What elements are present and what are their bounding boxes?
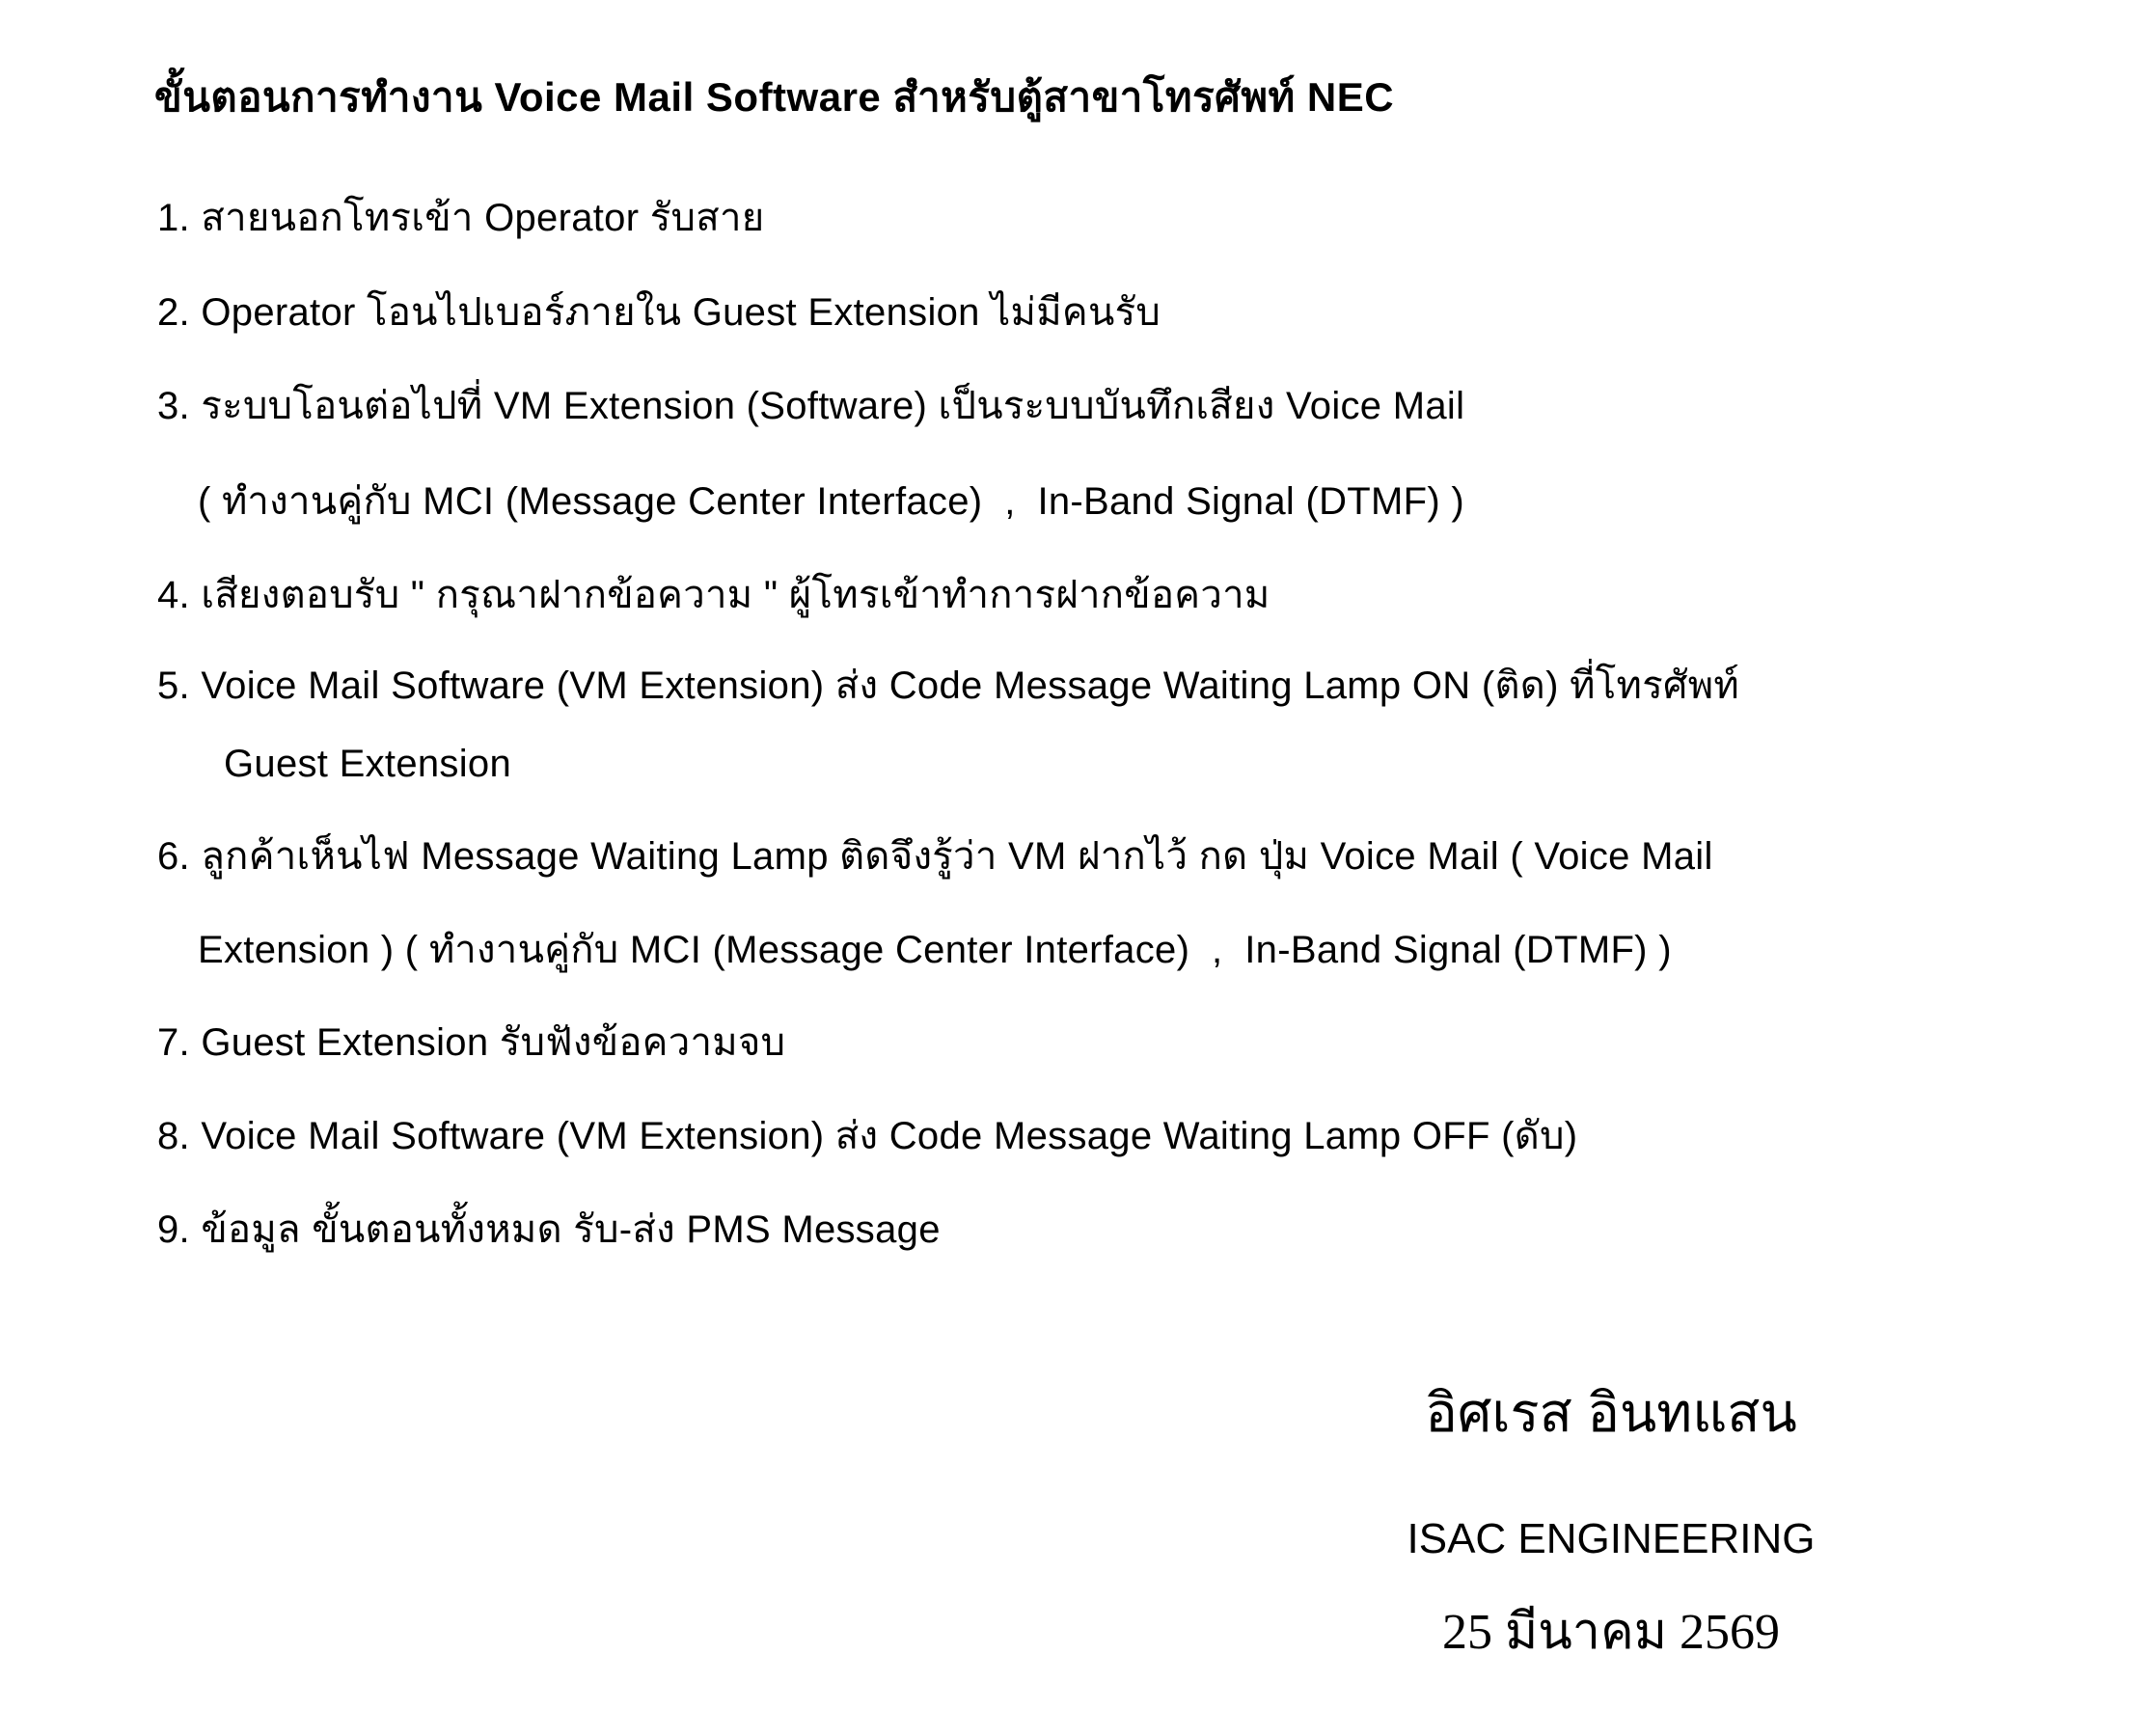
signature-name: อิศเรส อินทแสน [1425,1382,1797,1443]
signature-block [1312,1370,1910,1670]
step-5-continuation: Guest Extension [224,743,511,785]
step-3-continuation: ( ทำงานคู่กับ MCI (Message Center Interface) , In-Band Signal (DTMF) ) [198,480,1465,523]
step-3: 3. ระบบโอนต่อไปที่ VM Extension (Software) เป็นระบบบันทึกเสียง Voice Mail [157,385,1465,427]
signature-date: 25 มีนาคม 2569 [1441,1605,1781,1660]
step-4: 4. เสียงตอบรับ " กรุณาฝากข้อความ " ผู้โทรเข้าทำการฝากข้อความ [157,574,1270,616]
step-9: 9. ข้อมูล ขั้นตอนทั้งหมด รับ-ส่ง PMS Message [157,1208,941,1251]
step-5: 5. Voice Mail Software (VM Extension) ส่ง Code Message Waiting Lamp ON (ติด) ที่โทรศัพท์ [157,665,1740,707]
step-7: 7. Guest Extension รับฟังข้อความจบ [157,1021,786,1064]
signature-company: ISAC ENGINEERING [1407,1515,1816,1562]
step-6: 6. ลูกค้าเห็นไฟ Message Waiting Lamp ติดจึงรู้ว่า VM ฝากไว้ กด ปุ่ม Voice Mail ( Voice Mail [157,835,1713,878]
step-2: 2. Operator โอนไปเบอร์ภายใน Guest Extension ไม่มีคนรับ [157,291,1161,334]
document-title: ขั้นตอนการทำงาน Voice Mail Software สำหรับตู้สาขาโทรศัพท์ NEC [154,74,1395,120]
step-1: 1. สายนอกโทรเข้า Operator รับสาย [157,197,765,239]
step-6-continuation: Extension ) ( ทำงานคู่กับ MCI (Message Center Interface) , In-Band Signal (DTMF) ) [198,929,1672,971]
step-8: 8. Voice Mail Software (VM Extension) ส่ง Code Message Waiting Lamp OFF (ดับ) [157,1115,1578,1157]
